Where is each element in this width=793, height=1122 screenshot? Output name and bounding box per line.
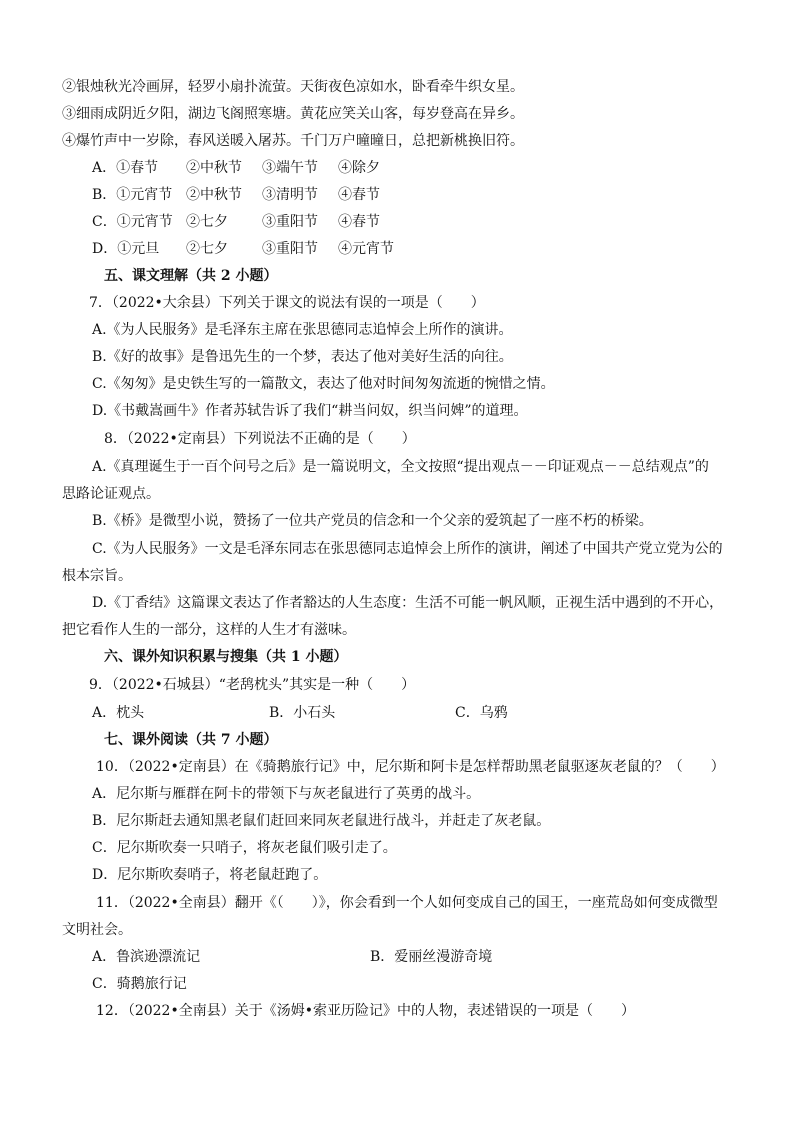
exam-page: ②银烛秋光冷画屏，轻罗小扇扑流萤。天街夜色凉如水，卧看牵牛织女星。 ③细雨成阴近夕阳，湖边飞阁照寒塘。黄花应笑关山客，每岁登高在异乡。 ④爆竹声中一岁除，春风送暖入屠苏。千门万户曈曈日，总把新桃换旧符。 A．①春节 ②中秋节 ③端午节 ④除夕 B．①元宵节 ②中秋节 ③清明节 ④春节 C．①元宵节 ②七夕 ③重阳节 ④春节 D．①元旦 ②七夕 ③重阳节 ④元宵节 五、课文理解（共 2 小题） 7．（2022•大余县）下列关于课文的说法有误的一项是（ ） A.《为人民服务》是毛泽东主席在张思德同志追悼会上所作的演讲。 B.《好的故事》是鲁迅先生的一个梦，表达了他对美好生活的向往。 C.《匆匆》是史铁生写的一篇散文，表达了他对时间匆匆流逝的惋惜之情。 D.《书戴嵩画牛》作者苏轼告诉了我们“耕当问奴，织当问婢”的道理。 8．（2022•定南县）下列说法不正确的是（ ） A.《真理诞生于一百个问号之后》是一篇说明文，全文按照“提出观点－－印证观点－－总结观点”的 思路论证观点。 B.《桥》是微型小说，赞扬了一位共产党员的信念和一个父亲的爱筑起了一座不朽的桥梁。 C.《为人民服务》一文是毛泽东同志在张思德同志追悼会上所作的演讲，阐述了中国共产党立党为公的 根本宗旨。 D.《丁香结》这篇课文表达了作者豁达的人生态度：生活不可能一帆风顺，正视生活中遇到的不开心， 把它看作人生的一部分，这样的人生才有滋味。 六、课外知识积累与搜集（共 1 小题） 9．（2022•石城县）“老鸹枕头”其实是一种（ ） A．枕头 B．小石头 C．乌鸦 七、课外阅读（共 7 小题） 10．（2022•定南县）在《骑鹅旅行记》中，尼尔斯和阿卡是怎样帮助黑老鼠驱逐灰老鼠的？（ ） A．尼尔斯与雁群在阿卡的带领下与灰老鼠进行了英勇的战斗。 B．尼尔斯赶去通知黑老鼠们赶回来同灰老鼠进行战斗，并赶走了灰老鼠。 C．尼尔斯吹奏一只哨子，将灰老鼠们吸引走了。 D．尼尔斯吹奏哨子，将老鼠赶跑了。 11．（2022•全南县）翻开《（ ）》，你会看到一个人如何变成自己的国王，一座荒岛如何变成微型 文明社会。 A．鲁滨逊漂流记 B．爱丽丝漫游奇境 C．骑鹅旅行记 12．（2022•全南县）关于《汤姆•索亚历险记》中的人物，表述错误的一项是（ ）: [62, 79, 725, 1019]
